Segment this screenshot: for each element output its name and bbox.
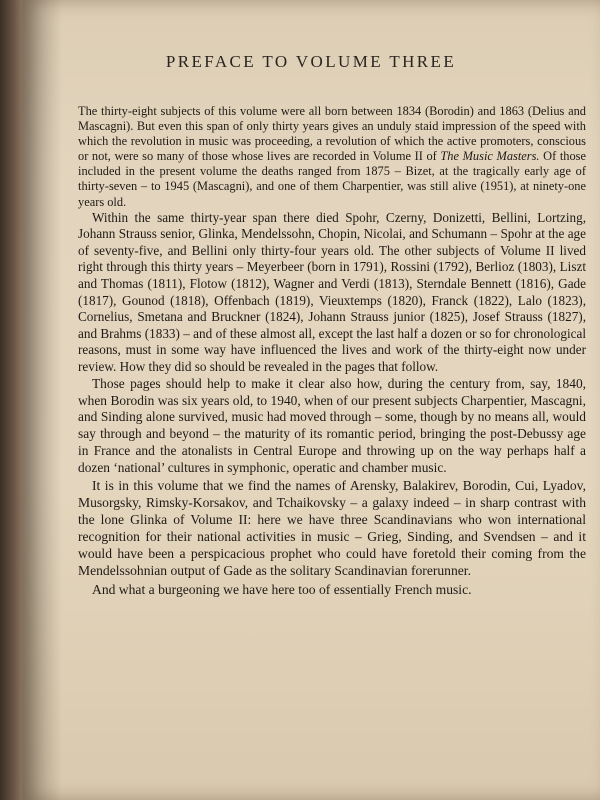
paragraph-5: And what a burgeoning we have here too of essentially French music. <box>92 582 472 598</box>
book-page <box>22 0 600 800</box>
paragraph-1 <box>78 104 586 210</box>
paragraph-4: It is in this volume that we find the names of Arensky, Balakirev, Borodin, Cui, Lyadov, Musorgsky, Rimsky-Korsakov, and Tchaikovsky – a galaxy indeed – in sharp contrast with the lone Glinka of Volume II: here we have three Scandinavians who won international recognition for their national activities in music – Grieg, Sinding, and Svendsen – and it would have been a perspicacious prophet who could have foretold their coming from the Mendelssohnian output of Gade as the solitary Scandinavian forerunner. <box>78 478 586 579</box>
paragraph-3: Those pages should help to make it clear also how, during the century from, say, 1840, when Borodin was six years old, to 1940, when of our present subjects Charpentier, Mascagni, and Sinding alone survived, music had moved through – some, though by no means all, would say through and beyond – the maturity of its romantic period, bringing the post-Debussy age in France and the atonalists in Central Europe and throwing up on the way perhaps half a dozen ‘national’ cultures in symphonic, operatic and chamber music. <box>78 375 586 476</box>
page-title: PREFACE TO VOLUME THREE <box>165 52 457 71</box>
paragraph-2: Within the same thirty-year span there died Spohr, Czerny, Donizetti, Bellini, Lortzing, Johann Strauss senior, Glinka, Mendelssohn, Chopin, Nicolai, and Schumann – Spohr at the age of seventy-five, and Bellini only thirty-four years old. The other subjects of Volume II lived right through this thirty years – Meyerbeer (born in 1791), Rossini (1792), Berlioz (1803), Liszt and Thomas (1811), Flotow (1812), Wagner and Verdi (1813), Sterndale Bennett (1816), Gade (1817), Gounod (1818), Offenbach (1819), Vieuxtemps (1820), Franck (1822), Lalo (1823), Cornelius, Smetana and Bruckner (1824), Johann Strauss junior (1825), Josef Strauss (1827), and Brahms (1833) – and of these almost all, except the last half a dozen or so for chronological reasons, must in some way have influenced the lives and work of the thirty-eight now under review. How they did so should be revealed in the pages that follow. <box>78 209 586 374</box>
book-title-italic: The Music Masters. <box>440 149 540 164</box>
paragraph-1-text-a: The thirty-eight subjects of this volume were all born between 1834 (Borodin) and 1863 (Delius and Mascagni). But even this span of only thirty years gives an unduly staid impression of the speed with which the revolution in music was proceeding, a revolution of which the active promoters, conscious or not, were so many of those whose lives are recorded in Volume II of <box>78 104 586 164</box>
paragraph-1-text-b: Of those included in the present volume the deaths ranged from 1875 – Bizet, at the tragically early age of thirty-seven – to 1945 (Mascagni), and one of them Charpentier, was still alive (1951), at ninety-one years old. <box>78 149 586 209</box>
page-body <box>78 104 586 598</box>
